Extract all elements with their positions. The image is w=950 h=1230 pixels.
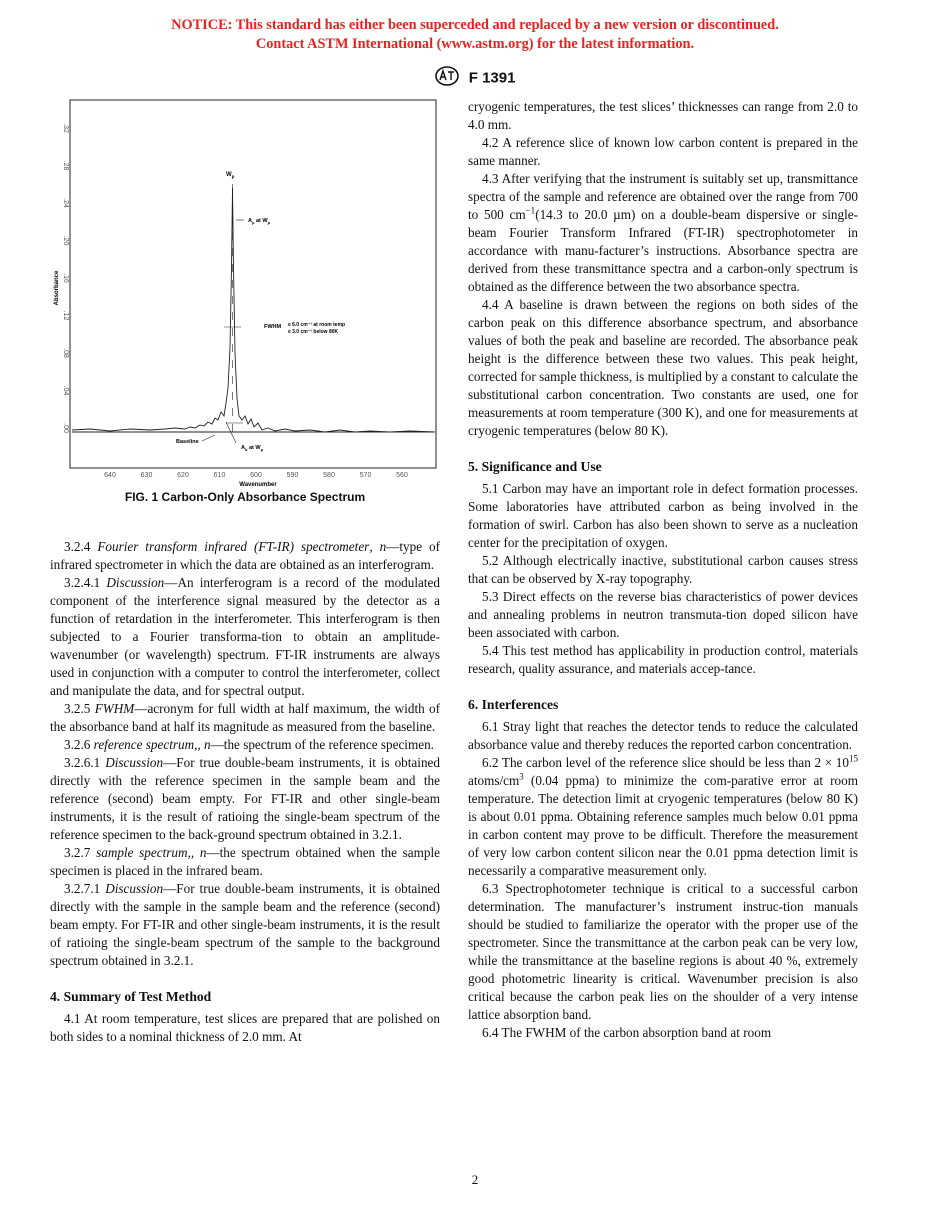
peak-absorbance-label: $A_p$ at $W_p$: [248, 218, 271, 225]
astm-logo-icon: [435, 66, 459, 90]
plot-frame: [70, 100, 436, 468]
para-4-1: 4.1 At room temperature, test slices are prepared that are polished on both sides to a nominal thickness of 2.0 mm. At: [50, 1011, 440, 1044]
left-column: [50, 538, 440, 1046]
y-tick-label: .00: [62, 423, 69, 433]
y-tick-label: .04: [62, 385, 69, 396]
x-tick-label: 630: [140, 472, 153, 479]
fwhm-room-temp: ≤ 6.0 cm⁻¹ at room temp: [288, 322, 346, 328]
y-tick-label: .28: [62, 160, 69, 171]
section-4-heading: 4. Summary of Test Method: [50, 989, 212, 1004]
def-fwhm: 3.2.5 FWHM—acronym for full width at half maximum, the width of the absorbance band at half its magnitude as measured from the baseline.: [50, 701, 441, 734]
x-tick-label: 640: [104, 472, 116, 479]
y-tick-label: .24: [62, 198, 69, 208]
x-tick-label: 590: [286, 472, 299, 479]
baseline-absorbance-label: $A_b$ at $W_p$: [241, 445, 264, 452]
def-sample-spectrum: 3.2.7 sample spectrum,, n—the spectrum obtained when the sample specimen is placed in the infrared beam.: [50, 845, 441, 878]
para-4-3: 4.3 After verifying that the instrument is suitably set up, transmittance spectra of the sample and reference are obtained over the range from 700 to 500 $cm^{-1}(14.3$ to 20.0 µm) on a double-beam dispersive or single-beam Fourier Transform Infrared (FT-IR) spectrophotometer in accordance with manu-facturer’s instructions. Absorbance spectra are derived from these transmittance spectra and a carbon-only spectrum is obtained as the difference between the two absorbance spectra.: [468, 171, 858, 294]
y-tick-label: .12: [62, 310, 69, 321]
para-5-1: 5.1 Carbon may have an important role in defect formation processes. Some laboratories have attributed carbon as being involved in the formation of swirl. Carbon has also been shown to serve as a nucleation center for the precipitation of oxygen.: [468, 481, 858, 550]
baseline-label: Baseline: [176, 439, 199, 445]
right-column: [468, 98, 858, 1042]
y-axis-label: Absorbance: [54, 270, 60, 306]
absorbance-figure: [50, 98, 440, 508]
x-tick-label: 610: [213, 472, 226, 479]
para-4-4: 4.4 A baseline is drawn between the regions on both sides of the carbon peak on this difference absorbance spectrum, and absorbance values of both the peak and baseline are recorded. The absorbance peak height is the difference between these two values. This peak height, corrected for sample thickness, is multiplied by a constant to calculate the substitutional carbon concentration. Two constants are used, one for measurements at room temperature (300 K), and one for measurements at cryogenic temperatures (below 80 K).: [468, 297, 858, 438]
notice-line-2: Contact ASTM International (www.astm.org) for the latest information.: [255, 36, 695, 52]
x-tick-label: 560: [396, 472, 408, 479]
para-5-3: 5.3 Direct effects on the reverse bias characteristics of power devices and annealing problems in neutron transmuta-tion doped silicon have been associated with carbon.: [468, 589, 858, 640]
para-4-2: 4.2 A reference slice of known low carbon content is prepared in the same manner.: [468, 135, 858, 168]
standard-designation: F 1391: [468, 69, 516, 87]
para-6-4: 6.4 The FWHM of the carbon absorption band at room: [482, 1025, 772, 1040]
y-tick-label: .16: [62, 273, 69, 283]
page-number: 2: [471, 1172, 479, 1187]
para-5-2: 5.2 Although electrically inactive, substitutional carbon causes stress that can be observed by X-ray topography.: [468, 553, 858, 586]
standard-header: [0, 66, 950, 90]
discussion-sample: 3.2.7.1 Discussion—For true double-beam instruments, it is obtained directly with the sample in the sample beam and the reference (second) beam empty. For FT-IR and other single-beam instruments, it is the result of ratioing the single-beam spectrum of the sample to the background spectrum obtained in 3.2.1.: [50, 881, 440, 968]
x-tick-label: 600: [250, 472, 262, 479]
absorbance-spectrum-plot: [50, 98, 440, 498]
discussion-reference: 3.2.6.1 Discussion—For true double-beam instruments, it is obtained directly with the reference specimen in the sample beam and the reference (second) beam empty. For FT-IR and other single-beam instruments, it is the result of ratioing the single-beam spectrum of the reference specimen to the back-ground spectrum obtained in 3.2.1.: [50, 755, 440, 842]
def-ftir: 3.2.4 Fourier transform infrared (FT-IR) spectrometer, n—type of infrared spectrometer in which the data are obtained as an interferogram.: [50, 539, 440, 572]
discussion-ftir: 3.2.4.1 Discussion—An interferogram is a record of the modulated component of the interference signal measured by the detector as a function of retardation in the interferometer. This interferogram is then subjected to a Fourier transforma-tion to obtain an amplitude-wavenumber (or wavelength) spectrum. FT-IR instruments are always used in conjunction with a computer to control the interferometer, collect and manipulate the data, and for spectral output.: [50, 575, 441, 698]
y-tick-label: .08: [62, 348, 69, 358]
fwhm-label: FWHM: [264, 324, 282, 330]
section-5-heading: 5. Significance and Use: [468, 459, 602, 474]
peak-label: $W_p$: [226, 172, 235, 179]
section-6-heading: 6. Interferences: [468, 697, 559, 712]
y-tick-label: .20: [62, 235, 69, 246]
para-6-2: 6.2 The carbon level of the reference slice should be less than $2 \times 10^{15}$ atoms/$cm^3$ (0.04 ppma) to minimize the com-parative error at room temperature. The detection limit at cryogenic temperatures (below 80 K) is about 0.01 ppma. Obtaining reference samples much below 0.01 ppma in carbon content may prove to be difficult. Therefore the measurement of very low carbon content silicon near the 0.01 ppma detection limit is necessarily a comparative measurement only.: [468, 753, 858, 878]
notice-banner: [0, 16, 950, 54]
figure-caption: FIG. 1 Carbon-Only Absorbance Spectrum: [124, 490, 366, 504]
x-axis-label: Wavenumber: [239, 482, 277, 488]
para-4-1-cont: cryogenic temperatures, the test slices’ thicknesses can range from 2.0 to 4.0 mm.: [468, 99, 858, 132]
para-6-1: 6.1 Stray light that reaches the detector tends to reduce the calculated absorbance value and thereby reduces the reported carbon concentration.: [468, 719, 858, 752]
y-tick-label: .32: [62, 123, 69, 133]
para-6-3: 6.3 Spectrophotometer technique is critical to a successful carbon determination. The manufacturer’s instrument instruc-tion manuals should be studied to familiarize the operator with the proper use of the spectrometer. Since the transmittance at the carbon peak can be very low, while the transmittance at the baseline regions is about 40 %, extremely good photometric linearity is critical. Wavenumber precision is also critical because the carbon peak lies on the shoulder of a very intense lattice absorption band.: [468, 881, 858, 1022]
notice-line-1: NOTICE: This standard has either been superceded and replaced by a new version or discontinued.: [171, 17, 779, 33]
para-5-4: 5.4 This test method has applicability in production control, materials research, quality assurance, and materials accep-tance.: [468, 643, 858, 676]
fwhm-below-80k: ≤ 3.0 cm⁻¹ below 80K: [288, 329, 339, 335]
x-tick-label: 580: [323, 472, 335, 479]
def-reference-spectrum: 3.2.6 reference spectrum,, n—the spectrum of the reference specimen.: [64, 737, 434, 752]
x-tick-label: 570: [359, 472, 372, 479]
x-tick-label: 620: [177, 472, 189, 479]
